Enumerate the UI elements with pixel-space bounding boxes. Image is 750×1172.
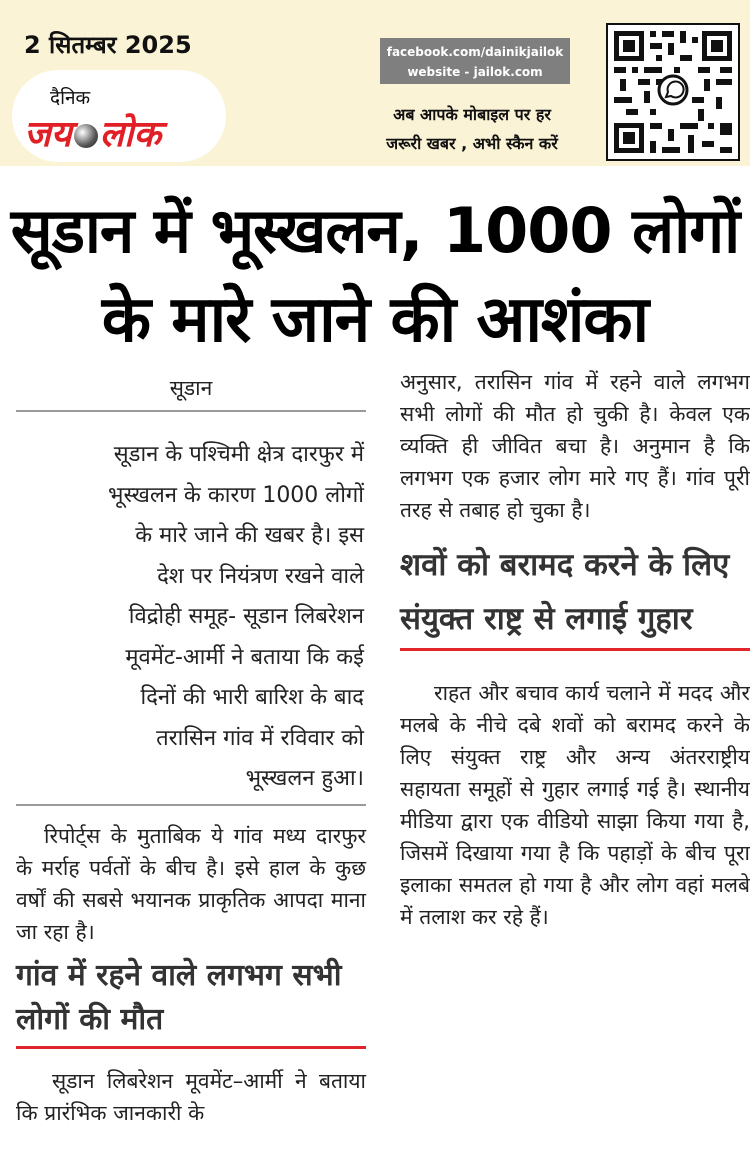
logo-dainik: दैनिक (50, 87, 91, 109)
article-column-left (16, 370, 366, 1129)
paragraph-preliminary: सूडान लिबरेशन मूवमेंट–आर्मी ने बताया कि प्रारंभिक जानकारी के (16, 1068, 366, 1125)
logo-word-lok: लोक (99, 114, 161, 155)
website-link[interactable]: website - jailok.com (407, 65, 543, 79)
qr-code-icon[interactable] (606, 23, 740, 161)
social-links-box (380, 38, 570, 84)
tagline-line-1: अब आपके मोबाइल पर हर (393, 105, 551, 124)
intro-paragraph (16, 412, 366, 806)
issue-date: 2 सितम्बर 2025 (24, 31, 192, 59)
masthead (0, 0, 750, 166)
newspaper-logo (12, 70, 226, 162)
intro-line: दिनों की भारी बारिश के बाद (140, 685, 364, 710)
logo-title (24, 108, 161, 157)
intro-line: देश पर नियंत्रण रखने वाले (157, 563, 364, 589)
scan-tagline (372, 100, 572, 158)
intro-line: सूडान के पश्चिमी क्षेत्र दारफुर में (113, 442, 364, 467)
tagline-line-2: जरूरी खबर , अभी स्कैन करें (386, 134, 558, 153)
headline-line-2: के मारे जाने की आशंका (101, 283, 649, 357)
dateline: सूडान (16, 370, 366, 412)
subheading-un-appeal: शवों को बरामद करने के लिए संयुक्त राष्ट्र से लगाई गुहार (400, 547, 730, 637)
intro-line: तरासिन गांव में रविवार को (156, 725, 364, 751)
intro-line: भूस्खलन के कारण 1000 लोगों (108, 482, 364, 508)
intro-line: भूस्खलन हुआ। (245, 766, 364, 791)
facebook-link[interactable]: facebook.com/dainikjailok (386, 45, 564, 59)
paragraph-rescue-appeal: राहत और बचाव कार्य चलाने में मदद और मलबे के नीचे दबे शवों को बरामद करने के लिए संयुक्त राष्ट्र और अन्य अंतरराष्ट्रीय सहायता समूहों से गुहार लगाई गई है। स्थानीय मीडिया द्वारा एक वीडियो साझा किया गया है, जिसमें दिखाया गया है कि पहाड़ों के बीच पूरा इलाका समतल हो गया है और लोग वहां मलबे में तलाश कर रहे हैं। (400, 681, 750, 929)
logo-word-jay: जय (24, 114, 72, 155)
qr-code-graphic (608, 25, 738, 159)
globe-icon (74, 124, 98, 148)
intro-line: मूवमेंट-आर्मी ने बताया कि कई (125, 644, 364, 670)
subheading-village-deaths: गांव में रहने वाले लगभग सभी लोगों की मौत (16, 957, 342, 1037)
main-headline (0, 188, 750, 366)
headline-line-1: सूडान में भूस्खलन, 1000 लोगों (10, 194, 740, 267)
paragraph-reports: रिपोर्ट्स के मुताबिक ये गांव मध्य दारफुर के मर्राह पर्वतों के बीच है। इसे हाल के कुछ वर्षों की सबसे भयानक प्राकृतिक आपदा माना जा रहा है। (16, 823, 366, 944)
article-column-right (400, 366, 750, 933)
intro-line: विद्रोही समूह- सूडान लिबरेशन (128, 604, 364, 629)
intro-line: के मारे जाने की खबर है। इस (135, 523, 364, 548)
paragraph-village-destroyed: अनुसार, तरासिन गांव में रहने वाले लगभग सभी लोगों की मौत हो चुकी है। केवल एक व्यक्ति ही जीवित बचा है। अनुमान है कि लगभग एक हजार लोग मारे गए हैं। गांव पूरी तरह से तबाह हो चुका है। (400, 370, 750, 522)
